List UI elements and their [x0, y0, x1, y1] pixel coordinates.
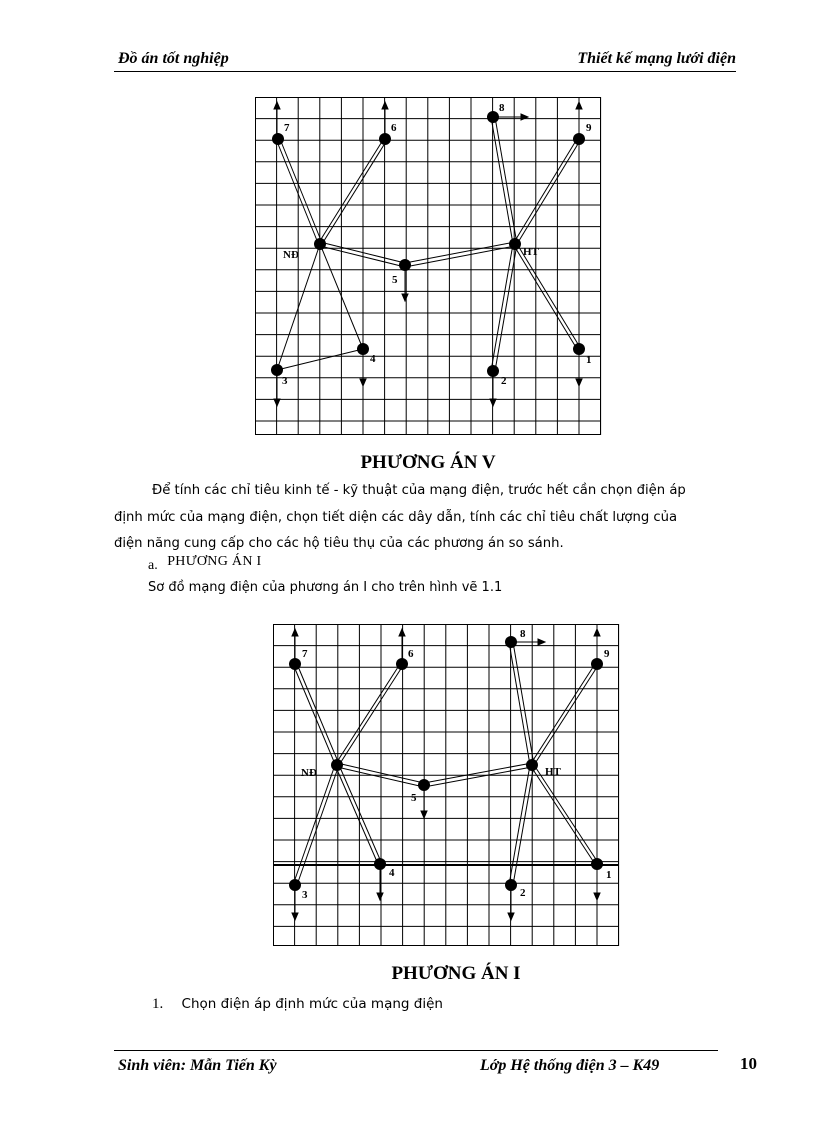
header-left: Đồ án tốt nghiệp: [118, 50, 229, 67]
item-1-text: Chọn điện áp định mức của mạng điện: [181, 996, 443, 1012]
node-nd: [331, 759, 343, 771]
node-2: [505, 879, 517, 891]
label-4: 4: [389, 867, 395, 879]
label-5: 5: [411, 792, 417, 804]
label-9: 9: [604, 648, 610, 660]
label-8: 8: [520, 628, 526, 640]
node-1: [573, 343, 585, 355]
page-number: 10: [740, 1054, 757, 1073]
label-2: 2: [501, 375, 507, 387]
label-nd: NĐ: [301, 767, 317, 779]
node-1: [591, 858, 603, 870]
section-a-description: Sơ đồ mạng điện của phương án I cho trên hình vẽ 1.1: [148, 580, 503, 595]
label-5: 5: [392, 274, 398, 286]
footer-middle: Lớp Hệ thống điện 3 – K49: [480, 1057, 660, 1074]
label-3: 3: [302, 889, 308, 901]
node-8: [487, 111, 499, 123]
node-7: [272, 133, 284, 145]
node-7: [289, 658, 301, 670]
caption-phuong-an-i: PHƯƠNG ÁN I: [391, 963, 521, 984]
node-8: [505, 636, 517, 648]
item-1-number: 1.: [152, 996, 164, 1012]
node-4: [374, 858, 386, 870]
body-paragraph: [114, 478, 734, 558]
node-9: [573, 133, 585, 145]
paragraph-line-3: điện năng cung cấp cho các hộ tiêu thụ của các phương án so sánh.: [114, 536, 564, 551]
section-a-title: PHƯƠNG ÁN I: [167, 554, 262, 569]
node-5: [399, 259, 411, 271]
node-9: [591, 658, 603, 670]
label-ht: HT: [523, 246, 539, 258]
label-7: 7: [284, 122, 290, 134]
header-right: Thiết kế mạng lưới điện: [577, 50, 736, 67]
label-6: 6: [408, 648, 414, 660]
footer-left: Sinh viên: Mẫn Tiến Kỳ: [118, 1057, 277, 1074]
paragraph-line-2: định mức của mạng điện, chọn tiết diện các dây dẫn, tính các chỉ tiêu chất lượng của: [114, 509, 678, 525]
label-1: 1: [606, 869, 612, 881]
label-ht: HT: [545, 766, 561, 778]
node-5: [418, 779, 430, 791]
grid: [255, 97, 601, 435]
caption-phuong-an-v: PHƯƠNG ÁN V: [360, 452, 496, 473]
footer-rule: [114, 1050, 718, 1051]
node-ht: [509, 238, 521, 250]
label-3: 3: [282, 375, 288, 387]
header-rule: [114, 71, 736, 72]
node-2: [487, 365, 499, 377]
node-4: [357, 343, 369, 355]
label-2: 2: [520, 887, 526, 899]
label-7: 7: [302, 648, 308, 660]
label-nd: NĐ: [283, 249, 299, 261]
label-4: 4: [370, 353, 376, 365]
node-ht: [526, 759, 538, 771]
label-6: 6: [391, 122, 397, 134]
node-nd: [314, 238, 326, 250]
label-1: 1: [586, 354, 592, 366]
diagram-phuong-an-v: [255, 97, 603, 437]
section-a-heading: [148, 554, 262, 574]
node-6: [379, 133, 391, 145]
label-8: 8: [499, 102, 505, 114]
grid: [273, 624, 619, 946]
node-3: [289, 879, 301, 891]
paragraph-line-1: Để tính các chỉ tiêu kinh tế - kỹ thuật của mạng điện, trước hết cần chọn điện áp: [152, 483, 686, 498]
diagram-phuong-an-i: [273, 624, 621, 948]
item-1: [152, 996, 443, 1013]
node-labels: [301, 628, 612, 901]
label-9: 9: [586, 122, 592, 134]
section-a-marker: a.: [148, 558, 158, 573]
node-6: [396, 658, 408, 670]
